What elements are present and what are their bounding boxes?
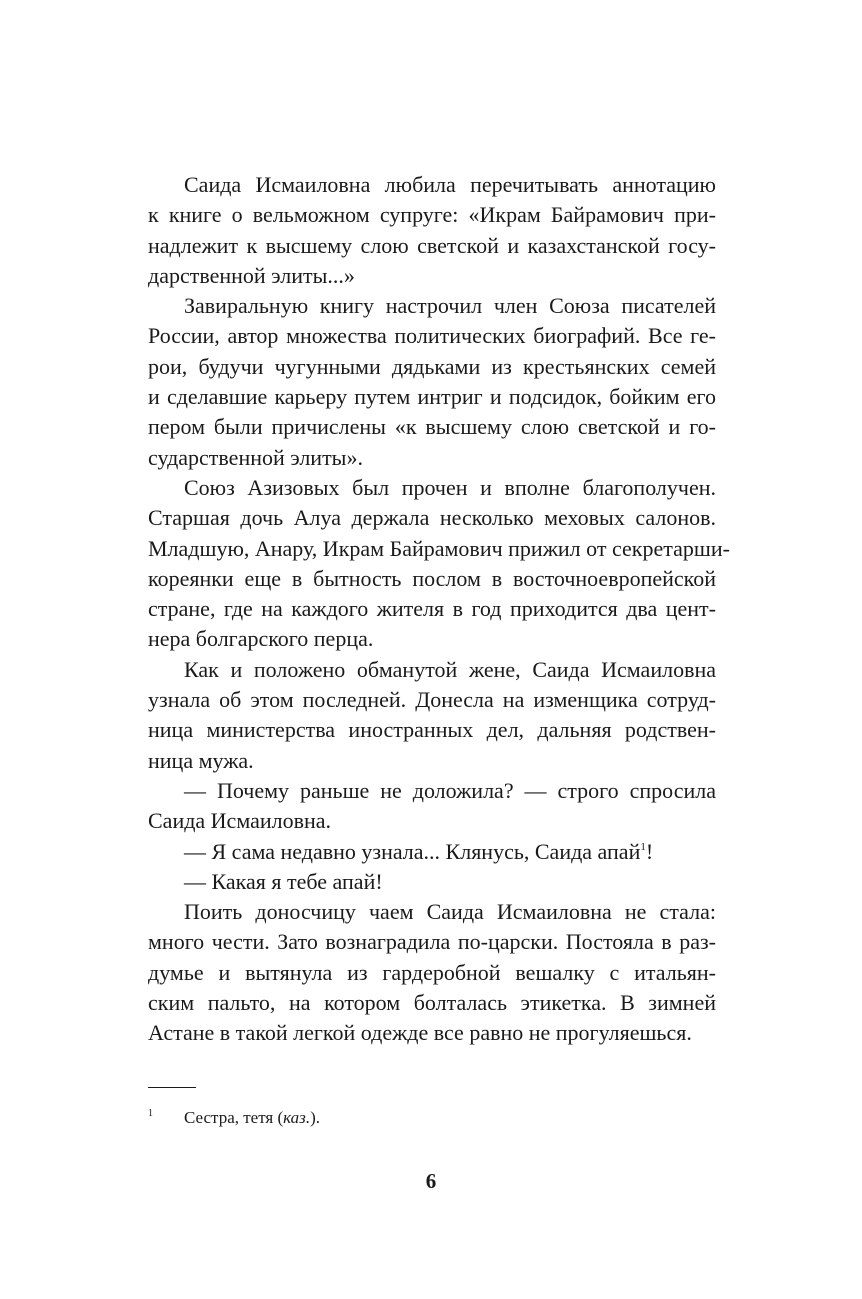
page-number: 6 [425,1169,437,1193]
text-line: думье и вытянула из гардеробной вешалку с итальян- [148,959,716,985]
text-line: Астане в такой легкой одежде все равно не прогуляешься. [148,1020,692,1046]
footnote-italic: каз. [283,1108,311,1127]
dialogue-paragraph [148,776,716,837]
text-line: стране, где на каждого жителя в год приходится два цент- [148,596,716,622]
text-line: Старшая дочь Алуа держала несколько меховых салонов. [148,505,716,531]
paragraph [148,897,716,1048]
text-line: сударственной элиты». [148,444,363,470]
line-text: — Я сама недавно узнала... Клянусь, Саида апай [184,838,641,864]
text-line: Завиральную книгу настрочил член Союза писателей [184,293,716,319]
text-line: пером были причислены «к высшему слою светской и го- [148,414,716,440]
text-line: Саида Исмаиловна любила перечитывать аннотацию [184,172,716,197]
text-line: Как и положено обманутой жене, Саида Исмаиловна [184,656,716,682]
text-line: Союз Азизовых был прочен и вполне благополучен. [184,474,716,500]
text-line: и сделавшие карьеру путем интриг и подсидок, бойким его [148,384,716,410]
text-line: надлежит к высшему слою светской и казахстанской госу- [148,232,716,258]
text-line: дарственной элиты...» [148,262,355,288]
text-line: — Почему раньше не доложила? — строго спросила [184,777,716,803]
footnote-tail: ). [310,1108,320,1127]
text-line: России, автор множества политических биографий. Все ге- [148,323,716,349]
dialogue-paragraph [148,867,716,897]
footnote-divider [148,1087,196,1088]
paragraph [148,170,716,291]
text-line: Поить доносчицу чаем Саида Исмаиловна не стала: [184,899,716,925]
dialogue-paragraph [148,837,716,867]
footnote: 1 Сестра, тетя (каз.). [148,1108,320,1127]
text-line: Младшую, Анару, Икрам Байрамович прижил от секретарши- [148,535,730,561]
paragraph [148,291,716,473]
footnote-reference: 1 [640,840,646,853]
paragraph [148,655,716,776]
text-line [148,837,716,867]
paragraph [148,473,730,655]
text-line: рои, будучи чугунными дядьками из крестьянских семей [148,353,716,379]
text-line: ница мужа. [148,747,254,773]
footnote-text: Сестра, тетя ( [184,1108,284,1127]
main-text [148,170,730,1049]
text-line: ница министерства иностранных дел, дальняя родствен- [148,717,716,743]
text-line: — Какая я тебе апай! [184,868,383,894]
text-line: Саида Исмаиловна. [148,808,332,834]
text-line: нера болгарского перца. [148,626,374,652]
line-tail: ! [645,838,654,864]
text-line: много чести. Зато вознаградила по-царски. Постояла в раз- [148,929,716,955]
text-line: к книге о вельможном супруге: «Икрам Байрамович при- [148,202,716,228]
text-line: ским пальто, на котором болталась этикетка. В зимней [148,990,716,1016]
text-line: кореянки еще в бытность послом в восточноевропейской [148,565,716,591]
text-line: узнала об этом последней. Донесла на изменщика сотруд- [148,687,716,713]
